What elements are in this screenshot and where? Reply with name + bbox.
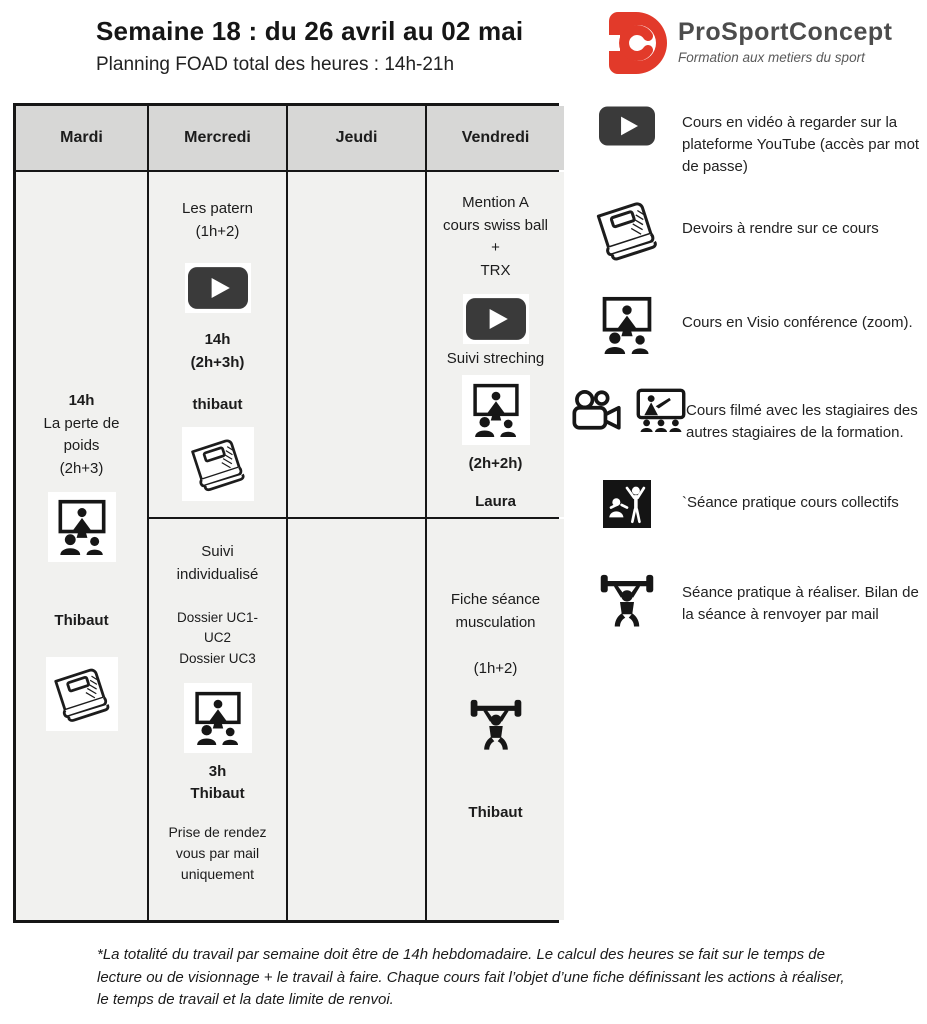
- legend-text: `Séance pratique cours collectifs: [682, 494, 899, 511]
- legend-item-filmed-course: [572, 388, 927, 444]
- dossier-line: Dossier UC3: [179, 650, 256, 666]
- teacher: Thibaut: [190, 785, 245, 803]
- logo-tagline: Formation aux metiers du sport: [678, 50, 865, 65]
- time: 14h: [204, 331, 231, 348]
- youtube-icon: [185, 263, 251, 313]
- legend-item-youtube: [572, 106, 927, 177]
- cell-jeudi: [16, 172, 147, 920]
- day-header-mardi: Mardi: [16, 106, 147, 170]
- course-title: La perte de poids: [43, 414, 120, 454]
- dossier-line: Dossier UC1-: [176, 610, 258, 625]
- filmed-course-icon: [572, 388, 686, 437]
- course-title-line: +: [491, 239, 500, 256]
- classroom-screen-icon: [636, 388, 686, 437]
- visio-icon: [462, 375, 530, 445]
- duration: (2h+2h): [468, 454, 523, 472]
- legend-item-group-practice: [572, 480, 927, 528]
- icon-legend: [572, 100, 927, 660]
- cell-vendredi-top: [427, 172, 564, 517]
- course-title: Les patern: [182, 200, 253, 217]
- follow-up-title: Suivi individualisé: [176, 543, 259, 583]
- logo-name: ProSportConcept: [678, 18, 893, 46]
- cell-mardi-top: [149, 172, 286, 517]
- logo-text: [678, 8, 892, 65]
- legend-item-visio: [572, 296, 927, 354]
- legend-text: Séance pratique à réaliser. Bilan de la séance à renvoyer par mail: [682, 584, 919, 623]
- visio-icon: [572, 296, 682, 354]
- legend-text: Cours en Visio conférence (zoom).: [682, 314, 913, 331]
- legend-text: Cours en vidéo à regarder sur la plateforme YouTube (accès par mot de passe): [682, 114, 920, 175]
- group-practice-icon: [572, 480, 682, 528]
- weightlifting-icon: [437, 697, 554, 763]
- course-hours: (1h+2): [195, 222, 240, 240]
- follow-up: Suivi streching: [446, 350, 545, 367]
- youtube-icon: [463, 294, 529, 344]
- page-subtitle: Planning FOAD total des heures : 14h-21h: [96, 54, 455, 75]
- weekly-planning-table: [13, 103, 559, 923]
- course-title-line: Mention A: [462, 194, 529, 211]
- prosportconcept-logo: [598, 8, 920, 83]
- time: 14h: [68, 392, 95, 409]
- visio-icon: [48, 492, 116, 562]
- teacher: thibaut: [192, 396, 243, 413]
- legend-text: Devoirs à rendre sur ce cours: [682, 220, 879, 237]
- appointment-note: Prise de rendez vous par mail uniquement: [168, 823, 267, 882]
- hours: 3h: [208, 762, 227, 780]
- youtube-icon: [572, 106, 682, 146]
- day-header-vendredi: Vendredi: [427, 106, 564, 170]
- legend-item-individual-practice: [572, 572, 927, 632]
- page-title: Semaine 18 : du 26 avril au 02 mai: [96, 16, 524, 46]
- cell-mardi-bottom: [149, 519, 286, 920]
- weightlifting-icon: [572, 572, 682, 632]
- cell-vendredi-bottom: [427, 519, 564, 920]
- duration: (2h+3h): [190, 353, 245, 371]
- teacher: Laura: [475, 493, 516, 510]
- cell-mercredi-bottom: [288, 519, 425, 920]
- footer-note: *La totalité du travail par semaine doit être de 14h hebdomadaire. Le calcul des heures se fait sur le temps de lecture ou de visionnage + le travail à faire. Chaque cours fait l’objet d’une fiche définissant les actions à réaliser, le temps de travail et la date limite de renvoi.: [97, 946, 845, 1008]
- homework-book-icon: [46, 657, 118, 731]
- teacher: Thibaut: [54, 612, 109, 629]
- course-title-line: cours swiss ball: [442, 216, 549, 234]
- duration: (2h+3): [59, 459, 104, 477]
- visio-icon: [184, 683, 252, 753]
- homework-book-icon: [182, 427, 254, 501]
- cell-mercredi-top: [288, 172, 425, 517]
- legend-item-homework: [572, 194, 927, 266]
- dossier-line: UC2: [203, 630, 231, 646]
- film-camera-icon: [572, 390, 630, 435]
- brand-c-icon: [598, 8, 678, 83]
- day-header-jeudi: Jeudi: [288, 106, 425, 170]
- course-title-line: TRX: [480, 261, 511, 279]
- teacher: Thibaut: [468, 804, 523, 821]
- duration: (1h+2): [473, 660, 518, 677]
- homework-book-icon: [572, 194, 682, 266]
- legend-text: Cours filmé avec les stagiaires des autres stagiaires de la formation.: [686, 402, 918, 441]
- day-header-mercredi: Mercredi: [149, 106, 286, 170]
- course-title: Fiche séance musculation: [450, 591, 541, 631]
